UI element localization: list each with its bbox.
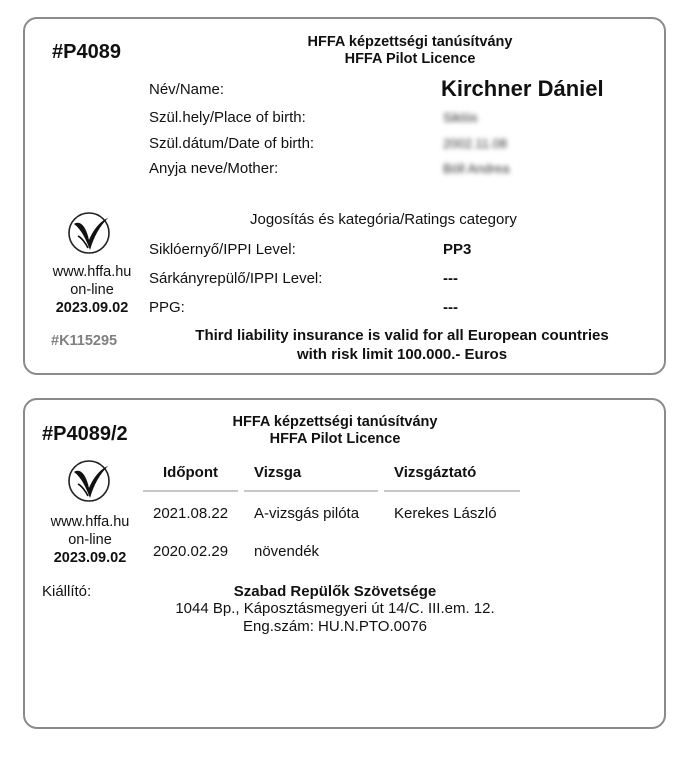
- table-header-examiner: Vizsgáztató: [384, 464, 520, 492]
- licence-card-back: [23, 398, 666, 729]
- rating-paraglider-value: PP3: [443, 241, 472, 258]
- issuer-block: [135, 583, 535, 636]
- rating-paraglider-label: Siklóernyő/IPPI Level:: [149, 241, 296, 258]
- table-cell-exam: növendék: [254, 543, 320, 560]
- card-id: #P4089: [52, 41, 121, 63]
- side-info: [37, 513, 143, 567]
- table-cell-exam: A-vizsgás pilóta: [254, 505, 360, 522]
- online-label: on-line: [70, 282, 114, 298]
- name-value: Kirchner Dániel: [441, 76, 604, 101]
- licence-card-front: [23, 17, 666, 375]
- card-title-en: HFFA Pilot Licence: [344, 51, 476, 67]
- rating-hangglider-label: Sárkányrepülő/IPPI Level:: [149, 270, 323, 287]
- card-title-hu: HFFA képzettségi tanúsítvány: [232, 414, 438, 430]
- insurance-line-1: Third liability insurance is valid for all European countries: [195, 327, 609, 344]
- issuer-label: Kiállító:: [42, 583, 92, 600]
- issuer-name: Szabad Repülők Szövetsége: [233, 583, 437, 600]
- website-link[interactable]: www.hffa.hu: [50, 514, 130, 530]
- hffa-logo-icon: [66, 458, 112, 509]
- card-title: [240, 34, 580, 68]
- card-title: [180, 414, 490, 448]
- rating-hangglider-value: ---: [443, 270, 458, 287]
- issuer-registration: Eng.szám: HU.N.PTO.0076: [243, 618, 427, 635]
- side-info: [39, 263, 145, 317]
- online-label: on-line: [68, 532, 112, 548]
- issue-date: 2023.09.02: [53, 550, 127, 566]
- card-id: #P4089/2: [42, 423, 128, 445]
- rating-ppg-value: ---: [443, 299, 458, 316]
- issuer-address: 1044 Bp., Káposztásmegyeri út 14/C. III.em. 12.: [175, 600, 495, 617]
- mother-value: Böll Andrea: [443, 161, 510, 176]
- table-cell-examiner: Kerekes László: [394, 505, 497, 522]
- name-label: Név/Name:: [149, 81, 225, 98]
- ratings-header: Jogosítás és kategória/Ratings category: [250, 211, 517, 228]
- birthplace-value: Siklós: [443, 110, 478, 125]
- insurance-note: [157, 326, 647, 364]
- card-title-hu: HFFA képzettségi tanúsítvány: [307, 34, 513, 50]
- website-link[interactable]: www.hffa.hu: [52, 264, 132, 280]
- rating-ppg-label: PPG:: [149, 299, 185, 316]
- birthplace-label: Szül.hely/Place of birth:: [149, 109, 306, 126]
- table-header-date: Időpont: [143, 464, 238, 492]
- serial-number: #K115295: [51, 333, 118, 349]
- hffa-logo-icon: [66, 210, 112, 261]
- table-cell-date: 2021.08.22: [153, 505, 229, 522]
- mother-label: Anyja neve/Mother:: [149, 160, 279, 177]
- table-header-exam: Vizsga: [244, 464, 378, 492]
- card-title-en: HFFA Pilot Licence: [269, 431, 401, 447]
- birthdate-value: 2002.11.08: [443, 136, 508, 151]
- issue-date: 2023.09.02: [55, 300, 129, 316]
- insurance-line-2: with risk limit 100.000.- Euros: [296, 346, 508, 363]
- birthdate-label: Szül.dátum/Date of birth:: [149, 135, 315, 152]
- table-cell-date: 2020.02.29: [153, 543, 229, 560]
